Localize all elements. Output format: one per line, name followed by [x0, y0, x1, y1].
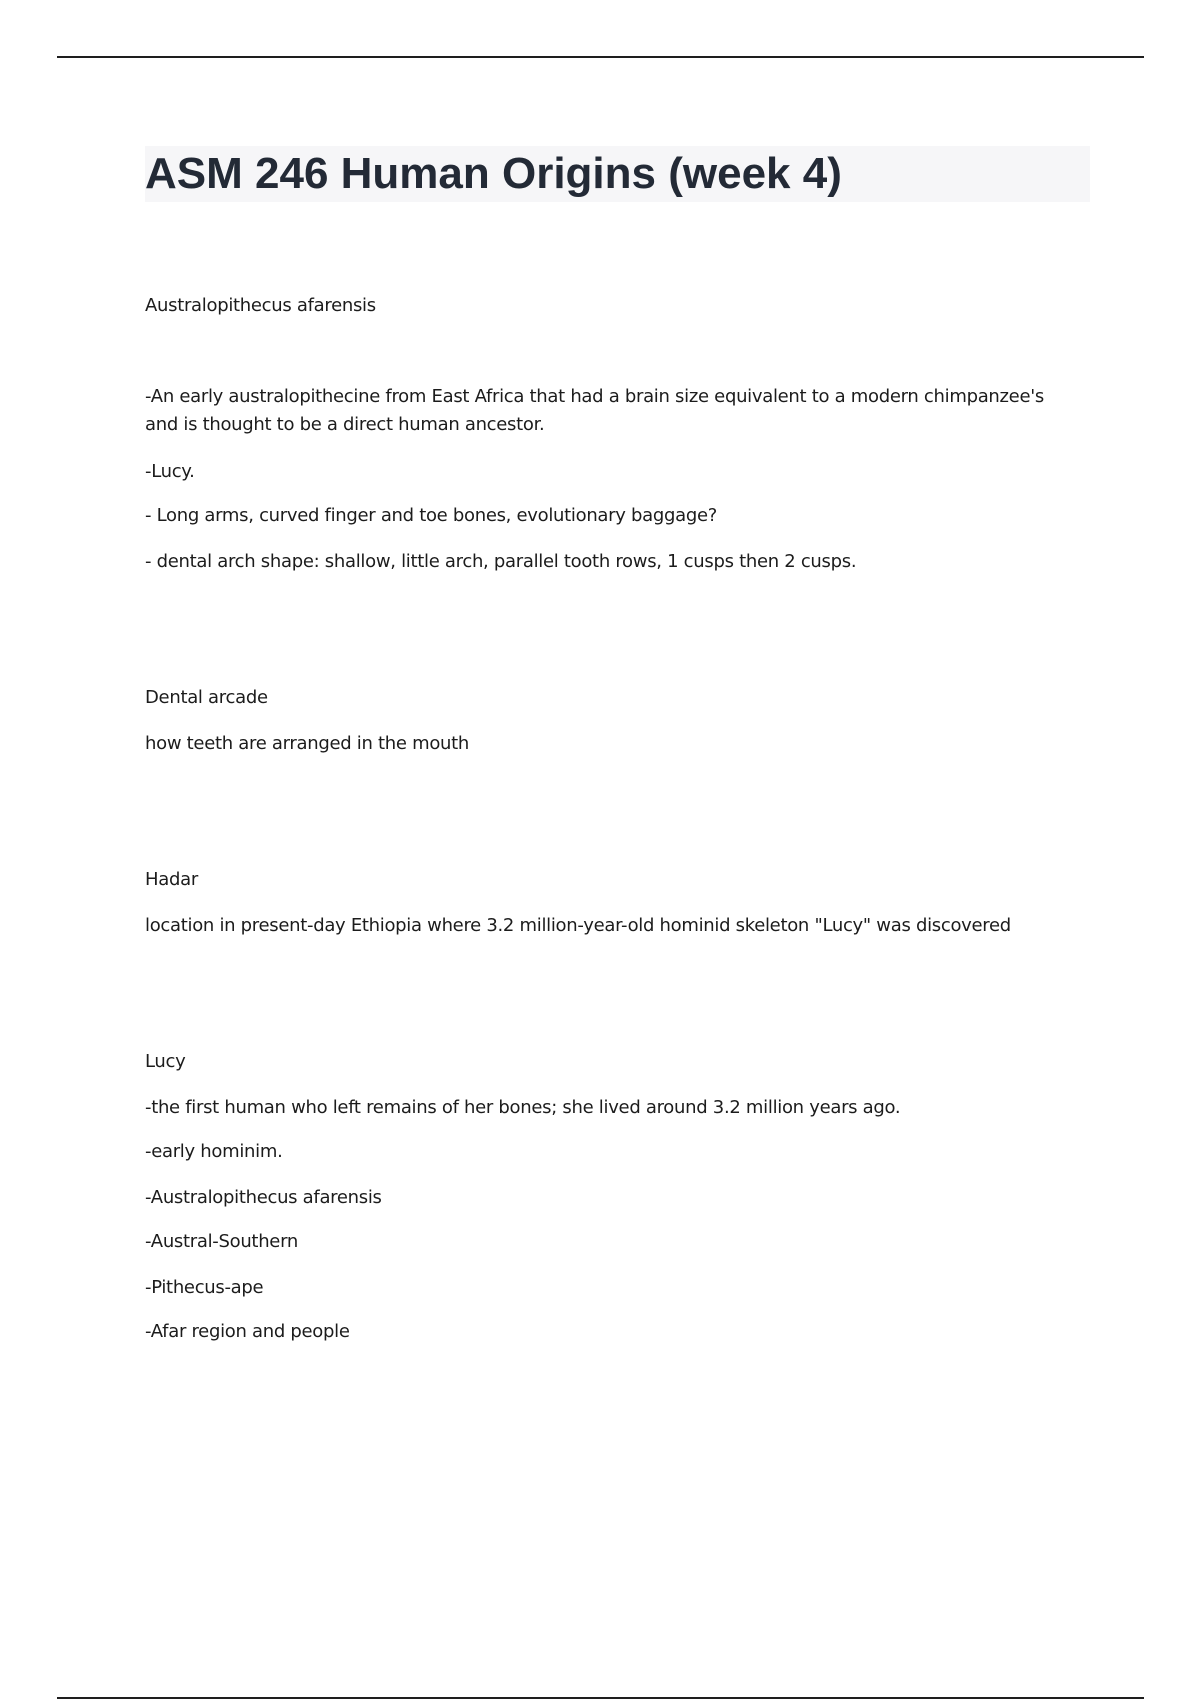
entry-term: Hadar — [145, 869, 198, 890]
bottom-rule — [57, 1697, 1144, 1699]
entry-line: how teeth are arranged in the mouth — [145, 733, 470, 754]
entry-line: -Pithecus-ape — [145, 1277, 264, 1298]
entry-line: -An early australopithecine from East Africa that had a brain size equivalent to a modern chimpanzee's and is thought to be a direct human ancestor. — [145, 386, 1044, 435]
entry-line: -Lucy. — [145, 461, 195, 482]
entry-line: -Austral-Southern — [145, 1231, 298, 1252]
document-title: ASM 246 Human Origins (week 4) — [145, 149, 842, 198]
top-rule — [57, 56, 1144, 58]
entry-line: -early hominim. — [145, 1141, 283, 1162]
entry-line: - Long arms, curved finger and toe bones, evolutionary baggage? — [145, 505, 718, 526]
entry-term: Australopithecus afarensis — [145, 295, 376, 316]
entry-line: location in present-day Ethiopia where 3.2 million-year-old hominid skeleton "Lucy" was discovered — [145, 915, 1011, 936]
entry-term: Lucy — [145, 1051, 186, 1072]
entry-line: -Australopithecus afarensis — [145, 1187, 382, 1208]
entry-line: - dental arch shape: shallow, little arch, parallel tooth rows, 1 cusps then 2 cusps. — [145, 551, 857, 572]
entry-line: -the first human who left remains of her bones; she lived around 3.2 million years ago. — [145, 1097, 901, 1118]
entry-line: -Afar region and people — [145, 1321, 350, 1342]
entry-term: Dental arcade — [145, 687, 268, 708]
